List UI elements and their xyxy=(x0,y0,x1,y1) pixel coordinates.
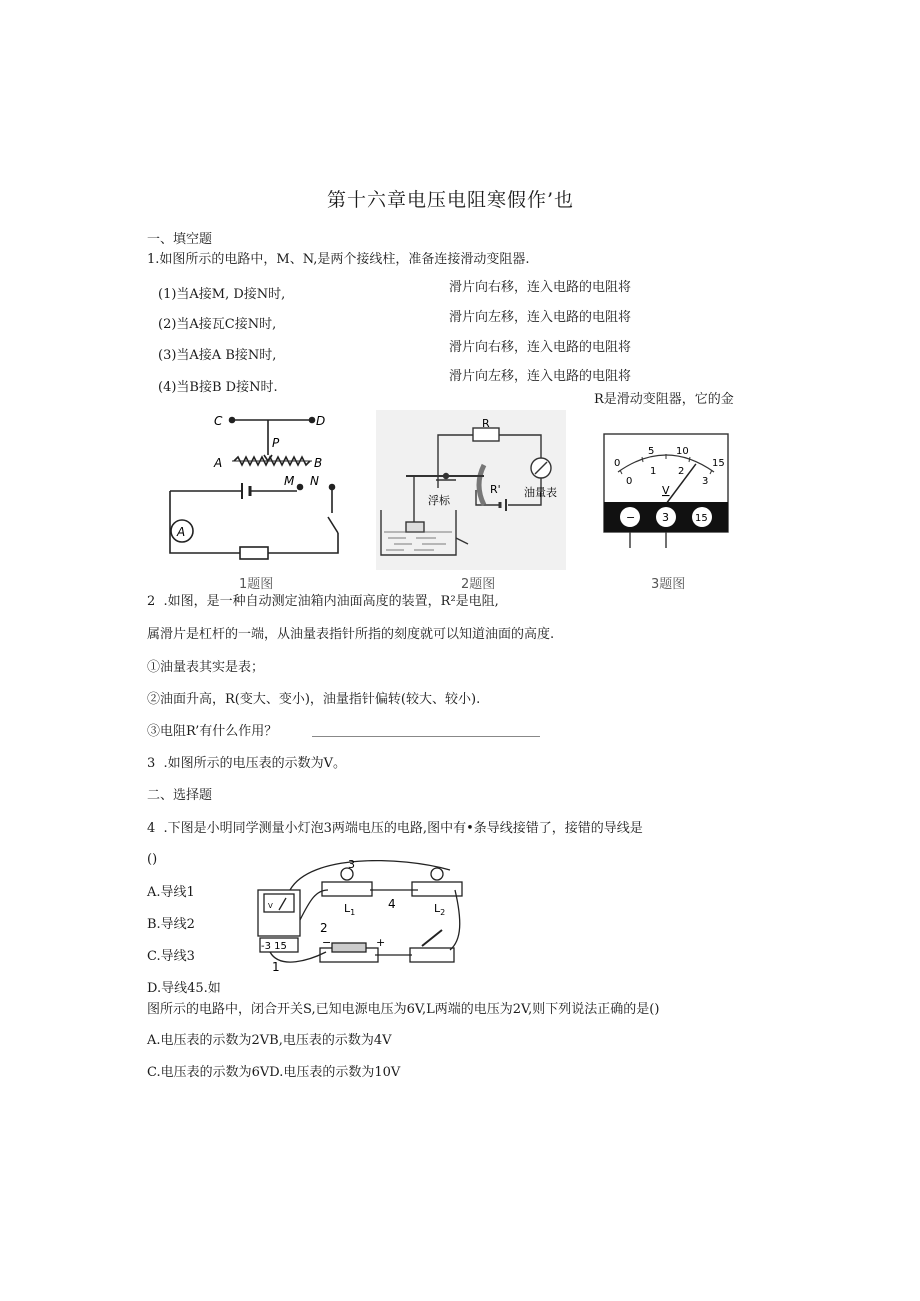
bulb-l2 xyxy=(431,868,443,880)
bulb-l2-base xyxy=(412,882,462,896)
section-heading-fill-blank: 一、填空题 xyxy=(147,232,213,247)
wire-label-1: 1 xyxy=(272,960,280,974)
label-r-prime: R' xyxy=(490,483,501,496)
figure-3-voltmeter xyxy=(600,432,732,550)
q1-item-3-left: (3)当A接A B接N时, xyxy=(158,348,277,363)
label-m: M xyxy=(284,474,295,488)
label-n: N xyxy=(310,474,319,488)
q4-option-d[interactable]: D.导线45.如 xyxy=(147,981,221,996)
label-a: A xyxy=(214,456,223,470)
battery-minus: − xyxy=(322,936,332,949)
meter-v-label: V xyxy=(268,902,273,910)
terminal-15: 15 xyxy=(695,513,708,524)
figure-3-caption: 3题图 xyxy=(651,577,686,592)
label-b: B xyxy=(314,456,323,470)
wire-label-4: 4 xyxy=(388,897,396,911)
q5-options-cd[interactable]: C.电压表的示数为6VD.电压表的示数为10V xyxy=(147,1065,401,1080)
label-ammeter: A xyxy=(177,525,186,539)
q3-stem: 3 .如图所示的电压表的示数为V。 xyxy=(147,756,347,771)
unit-v: V xyxy=(662,484,670,497)
scale-top-10: 10 xyxy=(676,446,689,457)
scale-bottom-2: 2 xyxy=(678,466,685,477)
label-d: D xyxy=(316,414,326,428)
q2-stem: 2 .如图，是一种自动测定油箱内油面高度的装置，R²是电阻, xyxy=(147,594,499,609)
q2-sub2: ②油面升高，R(变大、变小)，油量指针偏转(较大、较小). xyxy=(147,692,481,707)
label-c: C xyxy=(214,414,223,428)
label-oil-gauge: 油量表 xyxy=(524,486,557,499)
label-float: 浮标 xyxy=(428,494,450,507)
scale-bottom-3: 3 xyxy=(702,476,709,487)
q1-item-1-left: (1)当A接M, D接N时, xyxy=(158,287,286,302)
label-p: P xyxy=(272,436,280,450)
q4-option-c[interactable]: C.导线3 xyxy=(147,949,195,964)
section-heading-choice: 二、选择题 xyxy=(147,788,213,803)
q2-line2: 属滑片是杠杆的一端，从油量表指针所指的刻度就可以知道油面的高度. xyxy=(147,627,555,642)
q2-prefix: R是滑动变阻器，它的金 xyxy=(594,392,734,407)
scale-bottom-1: 1 xyxy=(650,466,657,477)
figure-2-caption: 2题图 xyxy=(461,577,496,592)
wire-label-3: 3 xyxy=(348,860,355,871)
q4-option-b[interactable]: B.导线2 xyxy=(147,917,195,932)
scale-top-15: 15 xyxy=(712,458,725,469)
q1-item-2-left: (2)当A接瓦C接N时, xyxy=(158,317,277,332)
figure-2-oil-gauge xyxy=(376,410,566,570)
q2-answer-blank[interactable] xyxy=(312,736,540,737)
label-r: R xyxy=(482,417,490,430)
q5-stem: 图所示的电路中，闭合开关S,已知电源电压为6V,L两端的电压为2V,则下列说法正确的是() xyxy=(147,1002,660,1017)
q4-stem: 4 .下图是小明同学测量小灯泡3两端电压的电路,图中有•条导线接错了，接错的导线是 xyxy=(147,821,643,836)
q2-sub1: ①油量表其实是表； xyxy=(147,660,265,675)
resistor xyxy=(240,547,268,559)
q4-paren: () xyxy=(147,852,158,867)
terminal-neg: − xyxy=(626,511,636,524)
q1-item-4-right: 滑片向左移，连入电路的电阻将 xyxy=(449,369,632,384)
q5-options-ab[interactable]: A.电压表的示数为2VB,电压表的示数为4V xyxy=(147,1033,392,1048)
battery-plus: + xyxy=(376,936,386,949)
terminal-3: 3 xyxy=(662,511,669,524)
page-title: 第十六章电压电阻寒假作’也 xyxy=(327,189,575,211)
q1-item-2-right: 滑片向左移，连入电路的电阻将 xyxy=(449,310,632,325)
label-l2: $L_2$ xyxy=(434,902,446,917)
switch-blade xyxy=(328,517,338,533)
figure-1-caption: 1题图 xyxy=(239,577,274,592)
q1-item-1-right: 滑片向右移，连入电路的电阻将 xyxy=(449,280,632,295)
q1-stem: 1.如图所示的电路中，M、N,是两个接线柱，准备连接滑动变阻器. xyxy=(147,252,530,267)
q2-sub3: ③电阻R’有什么作用？ xyxy=(147,724,278,739)
float xyxy=(406,522,424,532)
scale-top-5: 5 xyxy=(648,446,655,457)
bulb-l1-base xyxy=(322,882,372,896)
meter-terminals: -3 15 xyxy=(261,941,287,952)
wire-label-2: 2 xyxy=(320,921,328,935)
figure-1-circuit xyxy=(160,405,360,570)
switch-base xyxy=(410,948,454,962)
scale-top-0: 0 xyxy=(614,458,621,469)
label-l1: $L_1$ xyxy=(344,902,356,917)
scale-bottom-0: 0 xyxy=(626,476,633,487)
q4-option-a[interactable]: A.导线1 xyxy=(147,885,195,900)
q1-item-3-right: 滑片向右移，连入电路的电阻将 xyxy=(449,340,632,355)
figure-4-physical-circuit xyxy=(250,860,465,975)
q1-item-4-left: (4)当B接B D接N时. xyxy=(158,380,278,395)
